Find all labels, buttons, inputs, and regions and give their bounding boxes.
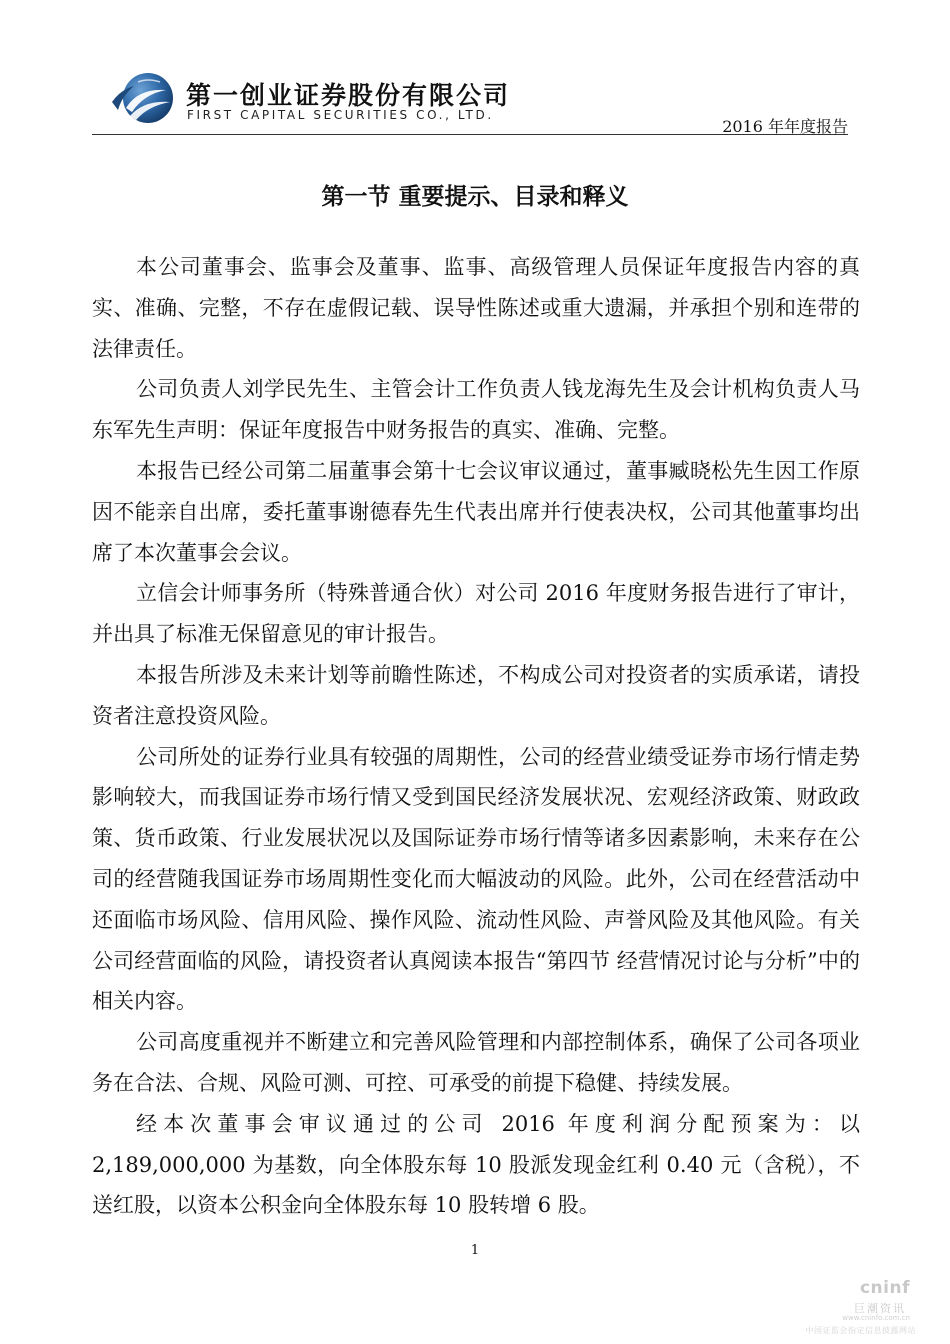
company-globe-logo (108, 68, 178, 130)
body-content (92, 247, 860, 1226)
section-title: 第一节 重要提示、目录和释义 (321, 184, 629, 210)
company-name-chinese: 第一创业证券股份有限公司 (186, 81, 511, 110)
paragraph-risk-factors: 公司所处的证券行业具有较强的周期性，公司的经营业绩受证券市场行情走势影响较大，而我国证券市场行情又受到国民经济发展状况、宏观经济政策、财政政策、货币政策、行业发展状况以及国际证券市场行情等诸多因素影响，未来存在公司的经营随我国证券市场周期性变化而大幅波动的风险。此外，公司在经营活动中还面临市场风险、信用风险、操作风险、流动性风险、声誉风险及其他风险。有关公司经营面临的风险，请投资者认真阅读本报告“第四节 经营情况讨论与分析”中的相关内容。 (92, 744, 860, 1014)
paragraph-audit-opinion: 立信会计师事务所（特殊普通合伙）对公司 2016 年度财务报告进行了审计，并出具了标准无保留意见的审计报告。 (92, 581, 860, 647)
paragraph-forward-looking: 本报告所涉及未来计划等前瞻性陈述，不构成公司对投资者的实质承诺，请投资者注意投资风险。 (92, 662, 860, 728)
company-name-english: FIRST CAPITAL SECURITIES CO., LTD. (187, 108, 494, 122)
paragraph-risk-management: 公司高度重视并不断建立和完善风险管理和内部控制体系，确保了公司各项业务在合法、合规、风险可测、可控、可承受的前提下稳健、持续发展。 (92, 1030, 860, 1095)
paragraph-officers-statement: 公司负责人刘学民先生、主管会计工作负责人钱龙海先生及会计机构负责人马东军先生声明：保证年度报告中财务报告的真实、准确、完整。 (92, 377, 860, 443)
watermark-brand: cninf (859, 1278, 910, 1298)
watermark-organization: 中国证监会指定信息披露网站 (805, 1326, 916, 1335)
watermark-url: www.cninfo.com.cn (842, 1314, 910, 1322)
report-label: 2016 年年度报告 (722, 117, 848, 136)
paragraph-board-guarantee: 本公司董事会、监事会及董事、监事、高级管理人员保证年度报告内容的真实、准确、完整，不存在虚假记载、误导性陈述或重大遗漏，并承担个别和连带的法律责任。 (92, 255, 860, 361)
watermark-brand-chinese: 巨潮资讯 (854, 1302, 906, 1315)
page-number: 1 (470, 1243, 480, 1258)
header-divider (92, 134, 848, 135)
paragraph-board-approval: 本报告已经公司第二届董事会第十七会议审议通过，董事臧晓松先生因工作原因不能亲自出席，委托董事谢德春先生代表出席并行使表决权，公司其他董事均出席了本次董事会会议。 (92, 458, 860, 565)
paragraph-profit-distribution: 经本次董事会审议通过的公司 2016 年度利润分配预案为：以 2,189,000,000 为基数，向全体股东每 10 股派发现金红利 0.40 元（含税），不送红股，以资本公积金向全体股东每 10 股转增 6 股。 (92, 1111, 860, 1218)
